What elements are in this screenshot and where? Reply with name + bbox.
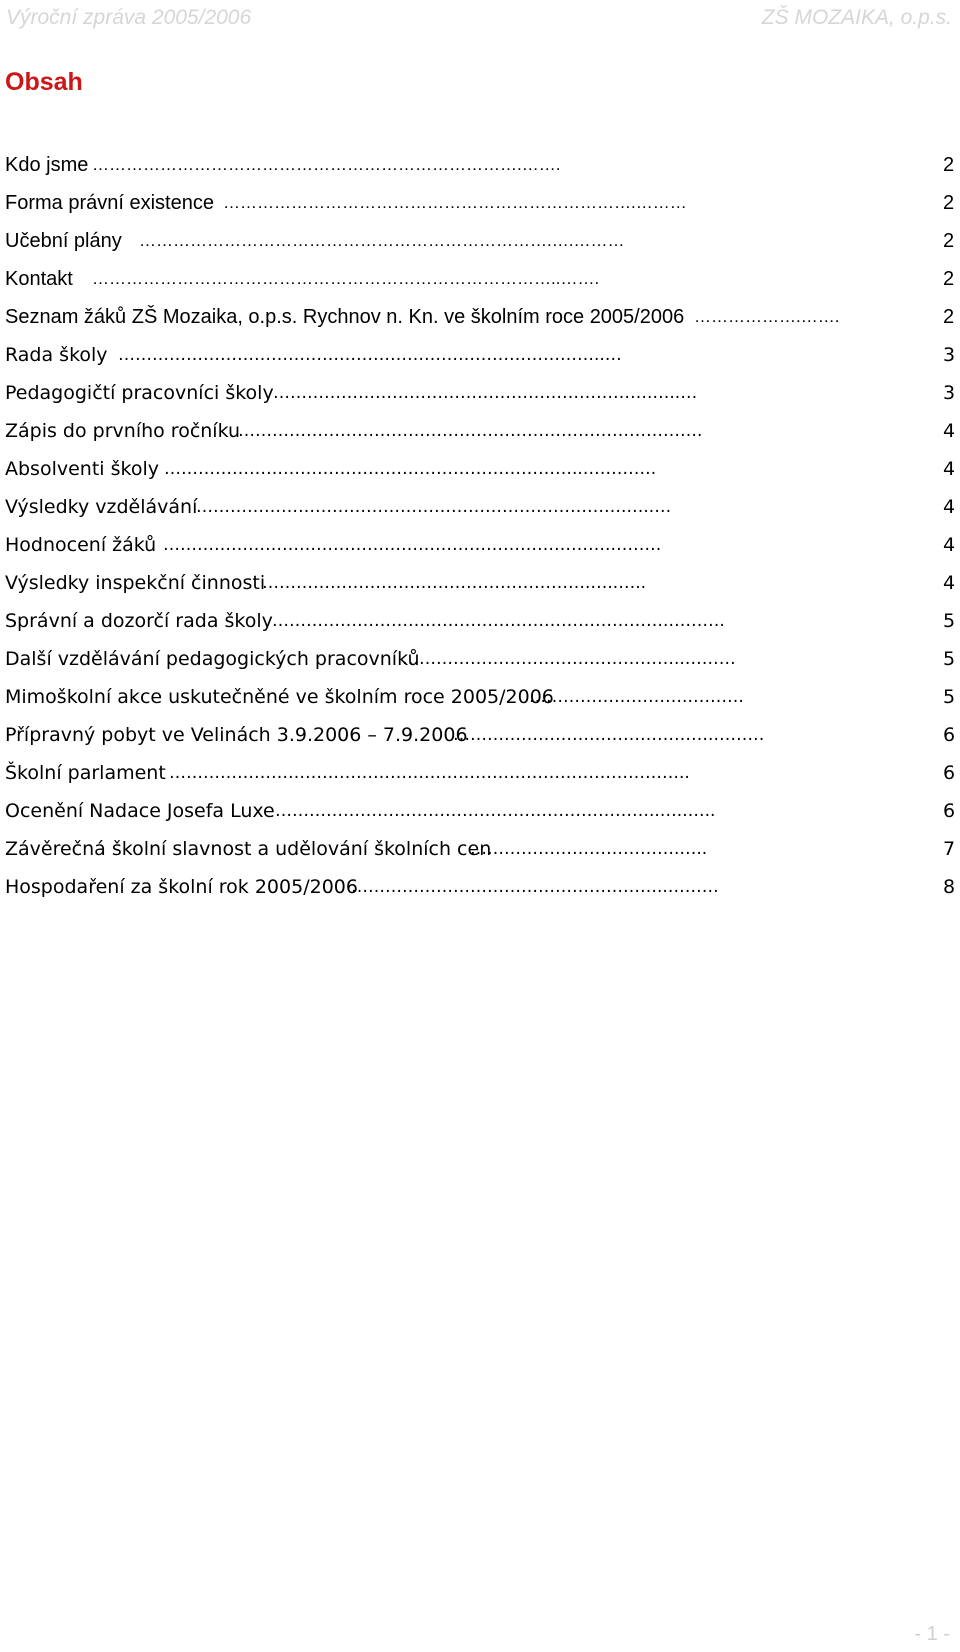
toc-entry-page-number: 4 — [943, 534, 956, 556]
toc-entry-label: Zápis do prvního ročníku — [5, 420, 241, 442]
toc-entry-label: Hospodaření za školní rok 2005/2006 — [5, 876, 358, 898]
toc-entry — [5, 874, 957, 912]
toc-entry-leader: ………………………………………………..……… — [351, 877, 719, 897]
toc-entry-label: Výsledky vzdělávání — [5, 496, 198, 518]
toc-entry-label: Ocenění Nadace Josefa Luxe — [5, 800, 275, 822]
toc-entry-page-number: 6 — [943, 724, 956, 746]
page-number: - 1 - — [914, 1623, 950, 1645]
toc-entry — [5, 646, 957, 684]
toc-entry — [5, 190, 957, 228]
toc-entry-label: Správní a dozorčí rada školy — [5, 610, 273, 632]
toc-entry-label: Učební plány — [5, 230, 122, 252]
header-organization: ZŠ MOZAIKA, o.p.s. — [761, 6, 952, 29]
toc-entry-page-number: 5 — [943, 648, 956, 670]
toc-entry-label: Forma právní existence — [5, 192, 214, 214]
toc-entry-leader: ……………………………………………………………….……… — [223, 193, 687, 212]
page-header — [6, 6, 952, 34]
toc-entry-page-number: 8 — [943, 876, 956, 898]
toc-entry-page-number: 4 — [943, 458, 956, 480]
toc-entry-label: Další vzdělávání pedagogických pracovníků — [5, 648, 420, 670]
toc-entry-page-number: 2 — [943, 192, 955, 214]
toc-entry-leader: …………………………………………………………………….……… — [163, 535, 662, 555]
toc-entry — [5, 342, 957, 380]
toc-entry — [5, 456, 957, 494]
toc-entry-leader: ………………………………………………………….…..… — [273, 383, 698, 403]
toc-entry — [5, 266, 957, 304]
toc-entry-leader: ………………………………………………….…..….. — [262, 573, 647, 593]
toc-entry — [5, 836, 957, 874]
toc-entry — [5, 608, 957, 646]
toc-entry — [5, 152, 957, 190]
toc-entry-label: Výsledky inspekční činnosti — [5, 572, 266, 594]
toc-entry-leader: ……………………………………….……… — [453, 725, 765, 745]
toc-entry-page-number: 2 — [943, 268, 955, 290]
toc-entry-leader: ……………….……. — [694, 307, 840, 326]
toc-entry-leader: ……………………………….….. — [470, 839, 708, 859]
toc-entry-page-number: 2 — [943, 230, 955, 252]
toc-entry-leader: …………………………………………..……… — [402, 649, 736, 669]
toc-entry-leader: ………………………………………………………………….…..… — [196, 497, 672, 517]
toc-entry-leader: …………………………………………………………….………. — [272, 611, 725, 631]
toc-entry-label: Pedagogičtí pracovníci školy — [5, 382, 274, 404]
toc-entry — [5, 684, 957, 722]
toc-entry-label: Mimoškolní akce uskutečněné ve školním roce 2005/2006 — [5, 686, 554, 708]
toc-entry-leader: ……………………………………………………………….….……… — [139, 231, 625, 250]
toc-entry-leader: ………………………………………………………………….……. — [92, 155, 561, 174]
toc-entry — [5, 380, 957, 418]
toc-entry-page-number: 3 — [943, 344, 956, 366]
toc-entry-page-number: 4 — [943, 572, 956, 594]
toc-entry — [5, 760, 957, 798]
toc-entry-label: Školní parlament — [5, 762, 166, 784]
toc-entry-page-number: 5 — [943, 610, 956, 632]
toc-entry — [5, 304, 957, 342]
page-title: Obsah — [5, 68, 83, 96]
toc-entry-label: Kdo jsme — [5, 154, 89, 176]
toc-entry-page-number: 4 — [943, 496, 956, 518]
toc-entry-label: Kontakt — [5, 268, 73, 290]
toc-entry — [5, 570, 957, 608]
toc-entry — [5, 494, 957, 532]
toc-entry — [5, 418, 957, 456]
toc-entry-label: Absolventi školy — [5, 458, 159, 480]
toc-entry — [5, 228, 957, 266]
toc-entry-page-number: 2 — [943, 306, 955, 328]
toc-entry-label: Přípravný pobyt ve Velinách 3.9.2006 – 7.9.2006 — [5, 724, 468, 746]
toc-entry-page-number: 4 — [943, 420, 956, 442]
toc-entry-page-number: 6 — [943, 800, 956, 822]
table-of-contents — [5, 152, 957, 912]
toc-entry-leader: ………………………………………………………………………. — [238, 421, 703, 441]
toc-entry-page-number: 3 — [943, 382, 956, 404]
toc-entry — [5, 532, 957, 570]
toc-entry — [5, 722, 957, 760]
toc-entry-label: Rada školy — [5, 344, 108, 366]
toc-entry-leader: …………………………………………………………..…..….. — [275, 801, 716, 821]
toc-entry — [5, 798, 957, 836]
toc-entry-leader: ………………………………………………………………..…………. — [164, 459, 657, 479]
toc-entry-leader: ……………………………………………………………………………….. — [169, 763, 690, 783]
toc-entry-page-number: 5 — [943, 686, 956, 708]
toc-entry-page-number: 2 — [943, 154, 955, 176]
toc-entry-label: Závěrečná školní slavnost a udělování školních cen — [5, 838, 492, 860]
toc-entry-label: Seznam žáků ZŠ Mozaika, o.p.s. Rychnov n. Kn. ve školním roce 2005/2006 — [5, 306, 685, 328]
toc-entry-label: Hodnocení žáků — [5, 534, 157, 556]
toc-entry-leader: …………………………………………………………………………..… — [118, 345, 622, 365]
header-report-title: Výroční zpráva 2005/2006 — [6, 6, 252, 29]
toc-entry-page-number: 6 — [943, 762, 956, 784]
toc-entry-leader: ………………………………………………………………………..……. — [92, 269, 600, 288]
toc-entry-page-number: 7 — [943, 838, 956, 860]
toc-entry-leader: ……………………….………. — [529, 687, 744, 707]
